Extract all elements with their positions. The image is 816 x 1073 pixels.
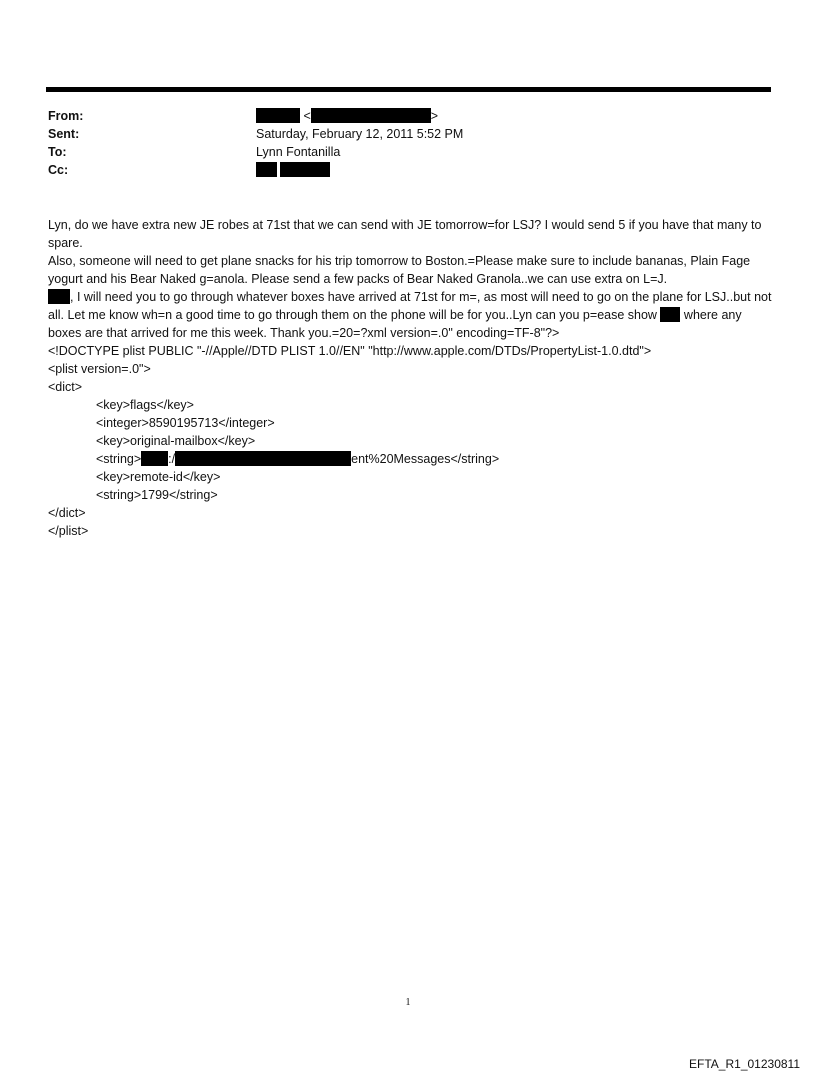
integer-flags: <integer>8590195713</integer>: [96, 416, 275, 430]
sent-label: Sent:: [48, 127, 80, 141]
sent-value: Saturday, February 12, 2011 5:52 PM: [256, 127, 464, 141]
key-original-mailbox: <key>original-mailbox</key>: [96, 434, 256, 448]
dict-close: </dict>: [48, 506, 86, 520]
to-label: To:: [48, 145, 67, 159]
cc-value: [256, 162, 330, 178]
string-remote-id: <string>1799</string>: [96, 488, 218, 502]
bates-number: EFTA_R1_01230811: [689, 1057, 800, 1071]
redaction-box: [256, 162, 277, 177]
key-remote-id: <key>remote-id</key>: [96, 470, 221, 484]
redaction-box: [311, 108, 431, 123]
paragraph-snacks: Also, someone will need to get plane snacks for his trip tomorrow to Boston.=Please make sure to include bananas, Plain Fage yogurt and his Bear Naked g=anola. Please send a few packs of Bear Naked Granola..we can use extra on L=J.: [48, 254, 751, 286]
plist-close: </plist>: [48, 524, 89, 538]
from-value: < >: [256, 108, 438, 124]
key-flags: <key>flags</key>: [96, 398, 194, 412]
from-label: From:: [48, 109, 84, 123]
redaction-box: [141, 451, 168, 466]
paragraph-boxes: , I will need you to go through whatever boxes have arrived at 71st for m=, as most will need to go on the plane for LSJ..but not all. Let me know wh=n a good time to go through them on the phone will be for you..Lyn can you p=ease show where any boxes are that arrived for me this week. Thank you.=20=?xml version=.0" encoding=TF-8"?>: [48, 290, 772, 340]
string-original-mailbox: <string> :/ ent%20Messages</string>: [96, 452, 500, 466]
redaction-box: [256, 108, 300, 123]
redaction-box: [48, 289, 70, 304]
header-rule: [46, 87, 771, 92]
dict-open: <dict>: [48, 380, 83, 394]
redaction-box: [280, 162, 330, 177]
redaction-box: [175, 451, 351, 466]
redaction-box: [660, 307, 680, 322]
message-body: [48, 216, 773, 540]
cc-label: Cc:: [48, 163, 69, 177]
plist-doctype: <!DOCTYPE plist PUBLIC "-//Apple//DTD PLIST 1.0//EN" "http://www.apple.com/DTDs/PropertyList-1.0.dtd">: [48, 344, 652, 358]
paragraph-robes: Lyn, do we have extra new JE robes at 71st that we can send with JE tomorrow=for LSJ? I would send 5 if you have that many to spare.: [48, 218, 762, 250]
plist-open: <plist version=.0">: [48, 362, 151, 376]
page-number: 1: [405, 997, 411, 1008]
to-value: Lynn Fontanilla: [256, 145, 341, 159]
